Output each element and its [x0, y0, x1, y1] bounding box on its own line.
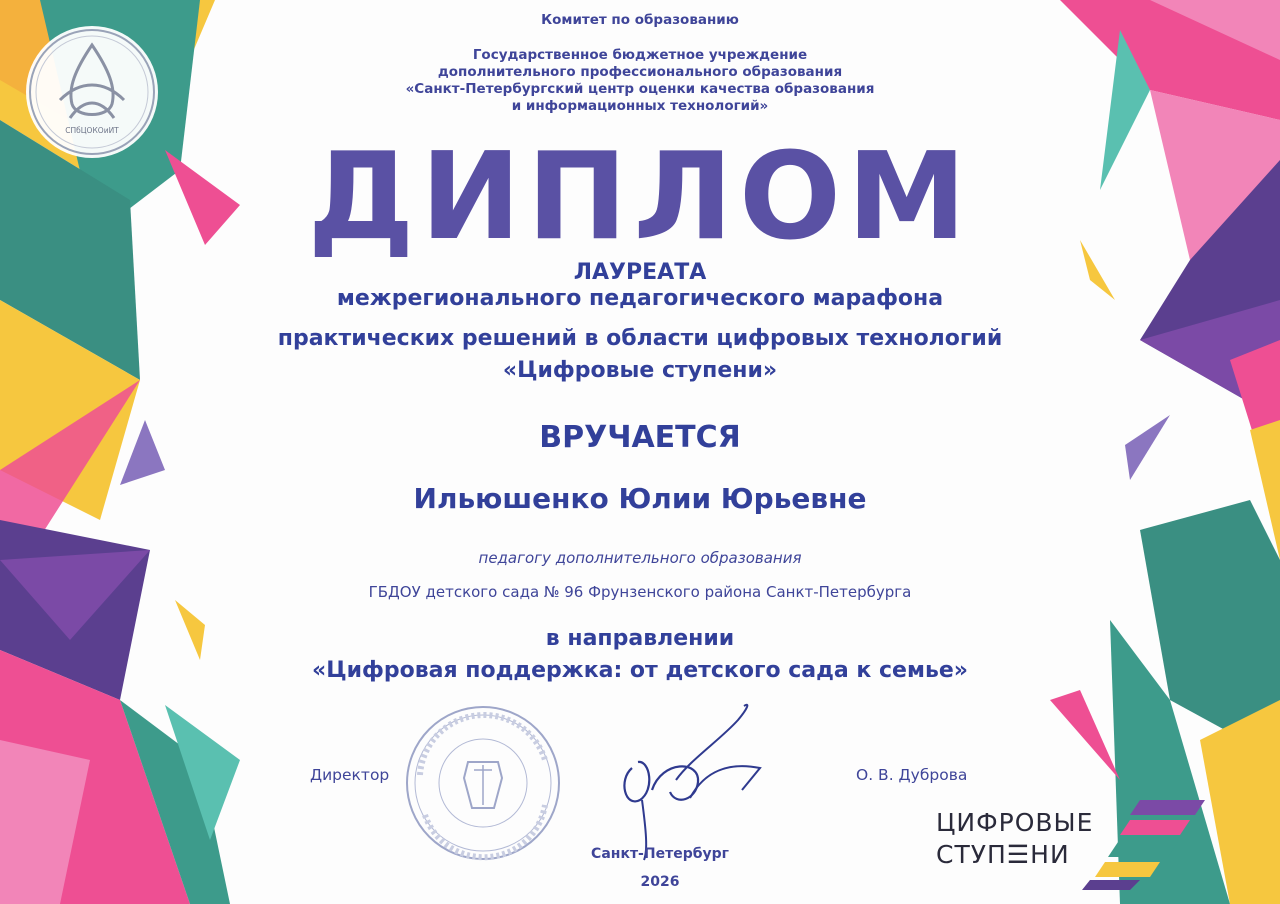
event-line-3: «Цифровые ступени» [502, 358, 778, 383]
institution-line: «Санкт-Петербургский центр оценки качества образования [405, 81, 875, 97]
institution-line: дополнительного профессионального образования [437, 64, 843, 80]
event-line-1: межрегионального педагогического марафона [336, 286, 944, 311]
recipient-organization: ГБДОУ детского сада № 96 Фрунзенского района Санкт-Петербурга [368, 583, 912, 601]
brand-logo-line2: СТУП☰НИ [936, 840, 1070, 869]
institution-line: и информационных технологий» [511, 98, 769, 114]
signature-mark [624, 705, 760, 860]
right-small-pink [1050, 690, 1120, 780]
year-label: 2026 [640, 874, 680, 890]
director-label: Директор [310, 766, 390, 784]
brand-logo-line1: ЦИФРОВЫЕ [936, 808, 1094, 837]
recipient-position: педагогу дополнительного образования [478, 549, 802, 567]
awarded-label: ВРУЧАЕТСЯ [539, 420, 741, 455]
diploma-title: ДИПЛОМ [307, 128, 973, 267]
institution-line: Государственное бюджетное учреждение [472, 47, 808, 63]
committee-title: Комитет по образованию [541, 12, 739, 28]
signer-name: О. В. Дуброва [856, 766, 968, 784]
emblem-caption: СПбЦОКОиИТ [65, 126, 119, 135]
direction-label: в направлении [545, 626, 735, 651]
event-line-2: практических решений в области цифровых технологий [277, 326, 1003, 351]
recipient-name: Ильюшенко Юлии Юрьевне [413, 482, 867, 515]
laureate-label: ЛАУРЕАТА [573, 260, 707, 285]
institution-name [0, 47, 1280, 115]
official-stamp [407, 707, 559, 859]
city-label: Санкт-Петербург [591, 846, 729, 862]
direction-title: «Цифровая поддержка: от детского сада к семье» [312, 658, 968, 683]
